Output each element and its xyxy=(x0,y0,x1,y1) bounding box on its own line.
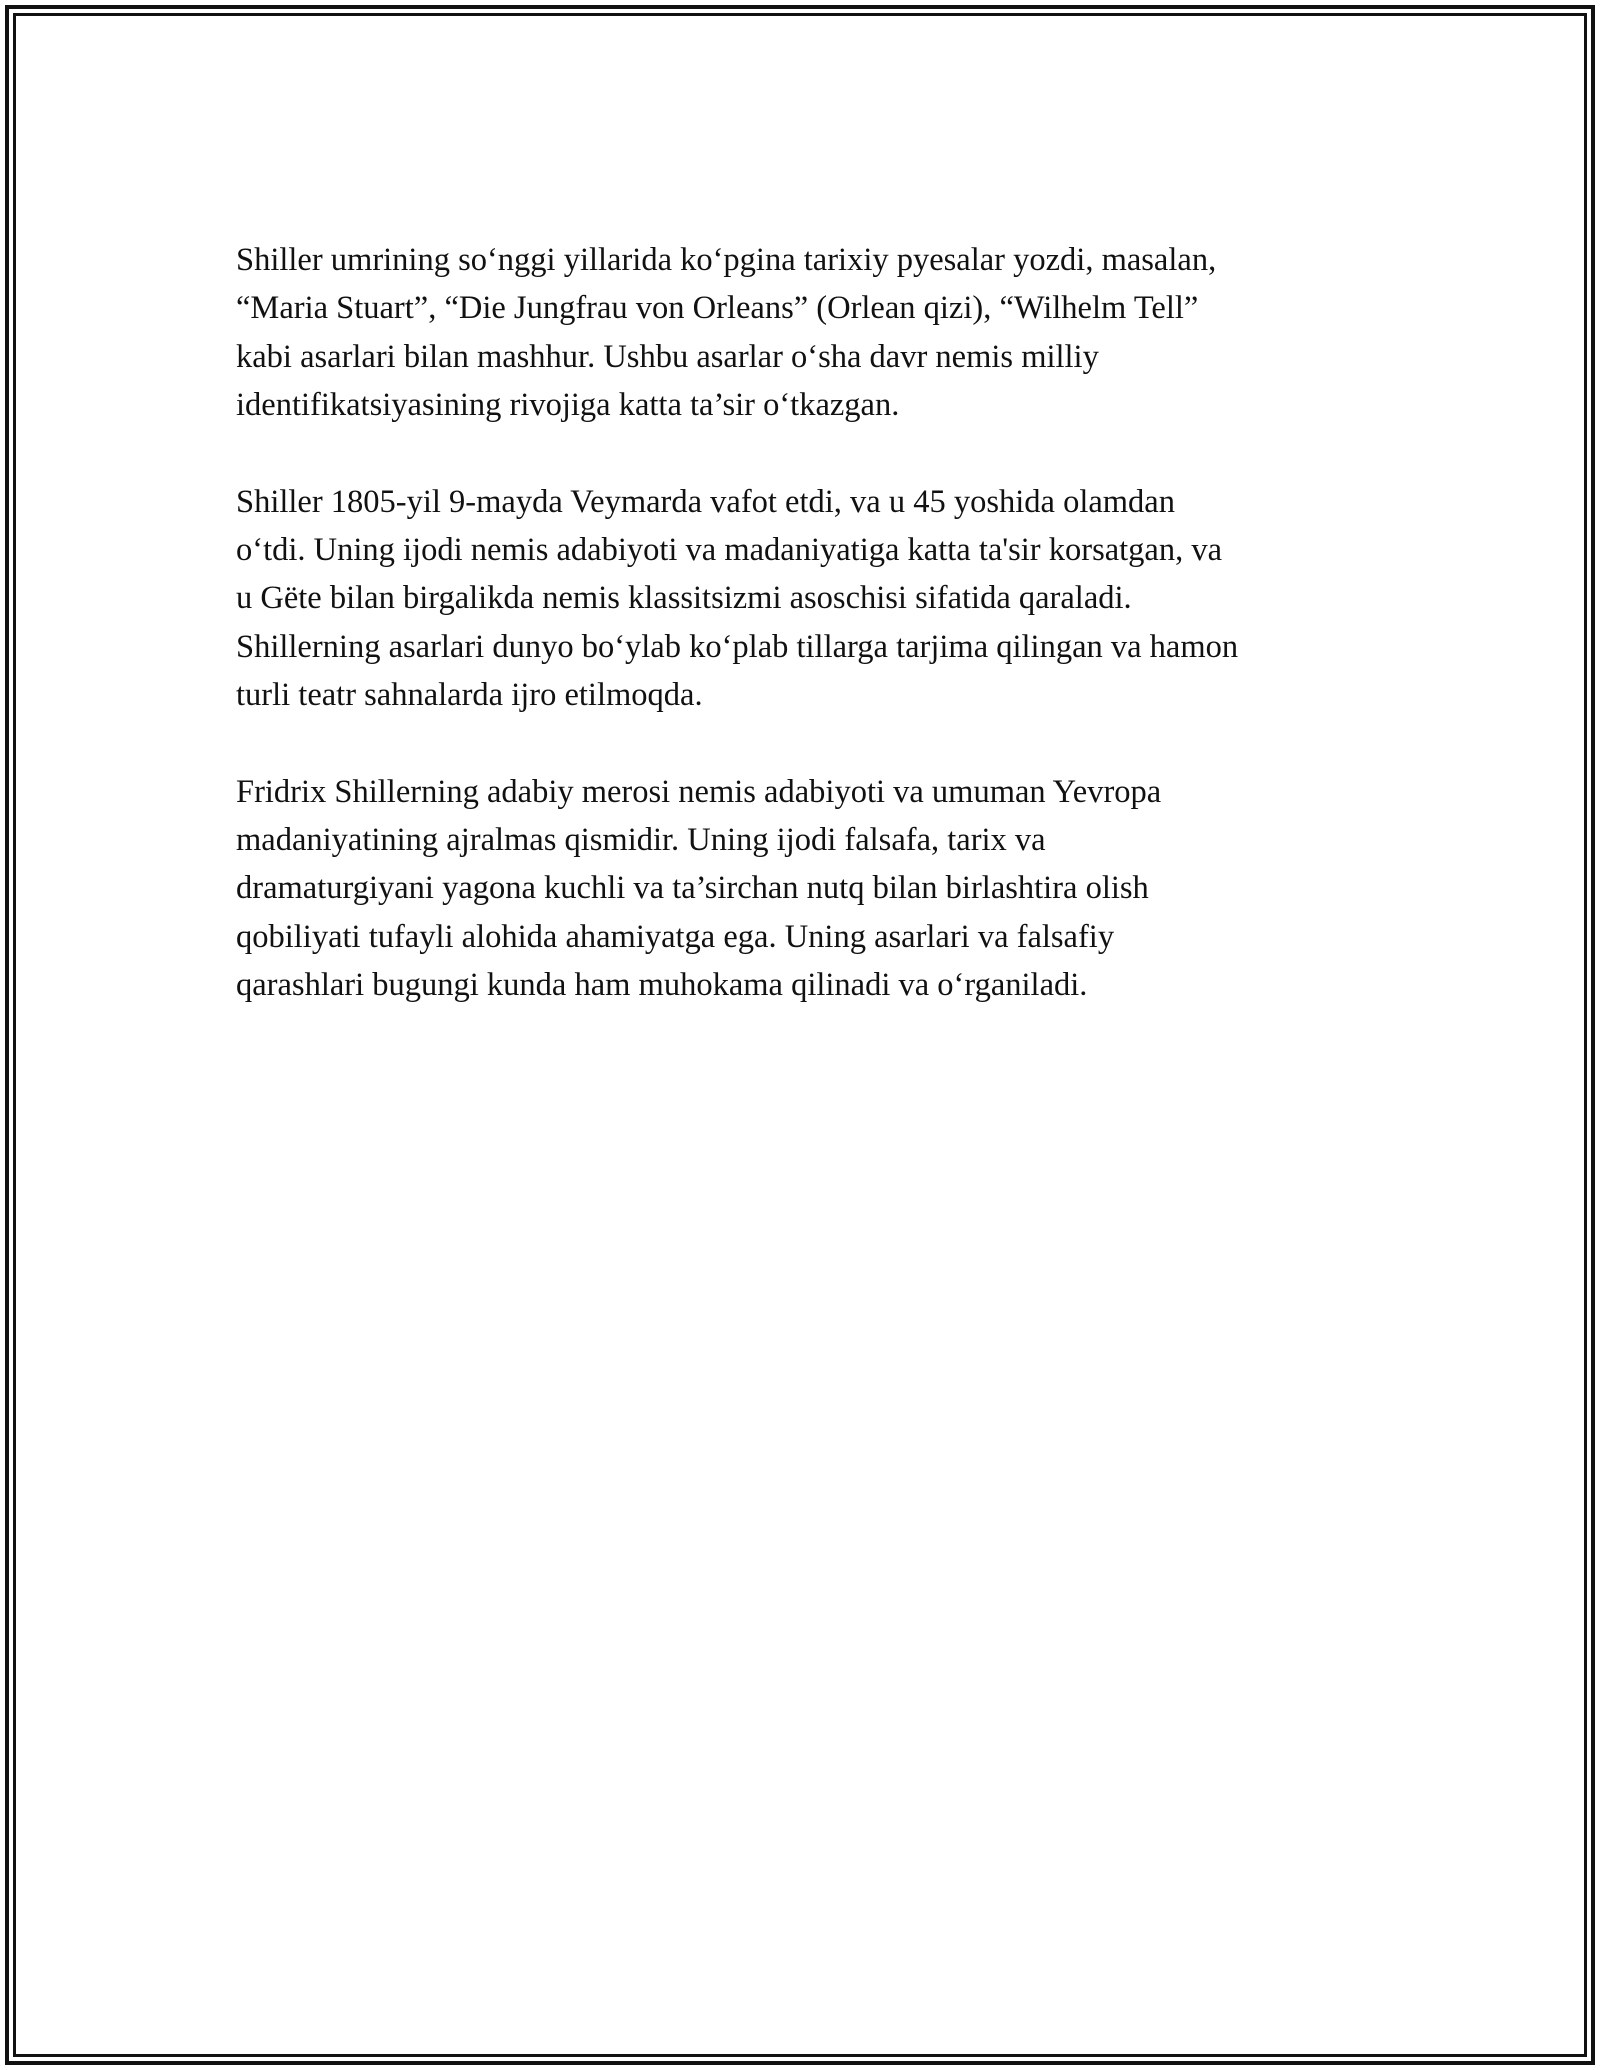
document-body xyxy=(236,236,1386,1058)
paragraph-2: Shiller 1805-yil 9-mayda Veymarda vafot etdi, va u 45 yoshida olamdan o‘tdi. Uning ijodi nemis adabiyoti va madaniyatiga katta ta'sir korsatgan, va u Gëte bilan birgalikda nemis klassitsizmi asoschisi sifatida qaraladi. Shillerning asarlari dunyo bo‘ylab ko‘plab tillarga tarjima qilingan va hamon turli teatr sahnalarda ijro etilmoqda. xyxy=(236,483,1239,714)
paragraph-3: Fridrix Shillerning adabiy merosi nemis adabiyoti va umuman Yevropa madaniyatining ajralmas qismidir. Uning ijodi falsafa, tarix va dramaturgiyani yagona kuchli va ta’sirchan nutq bilan birlashtira olish qobiliyati tufayli alohida ahamiyatga ega. Uning asarlari va falsafiy qarashlari bugungi kunda ham muhokama qilinadi va o‘rganiladi. xyxy=(236,773,1162,1004)
paragraph-1: Shiller umrining so‘nggi yillarida ko‘pgina tarixiy pyesalar yozdi, masalan, “Maria Stuart”, “Die Jungfrau von Orleans” (Orlean qizi), “Wilhelm Tell” kabi asarlari bilan mashhur. Ushbu asarlar o‘sha davr nemis milliy identifikatsiyasining rivojiga katta ta’sir o‘tkazgan. xyxy=(236,242,1217,424)
